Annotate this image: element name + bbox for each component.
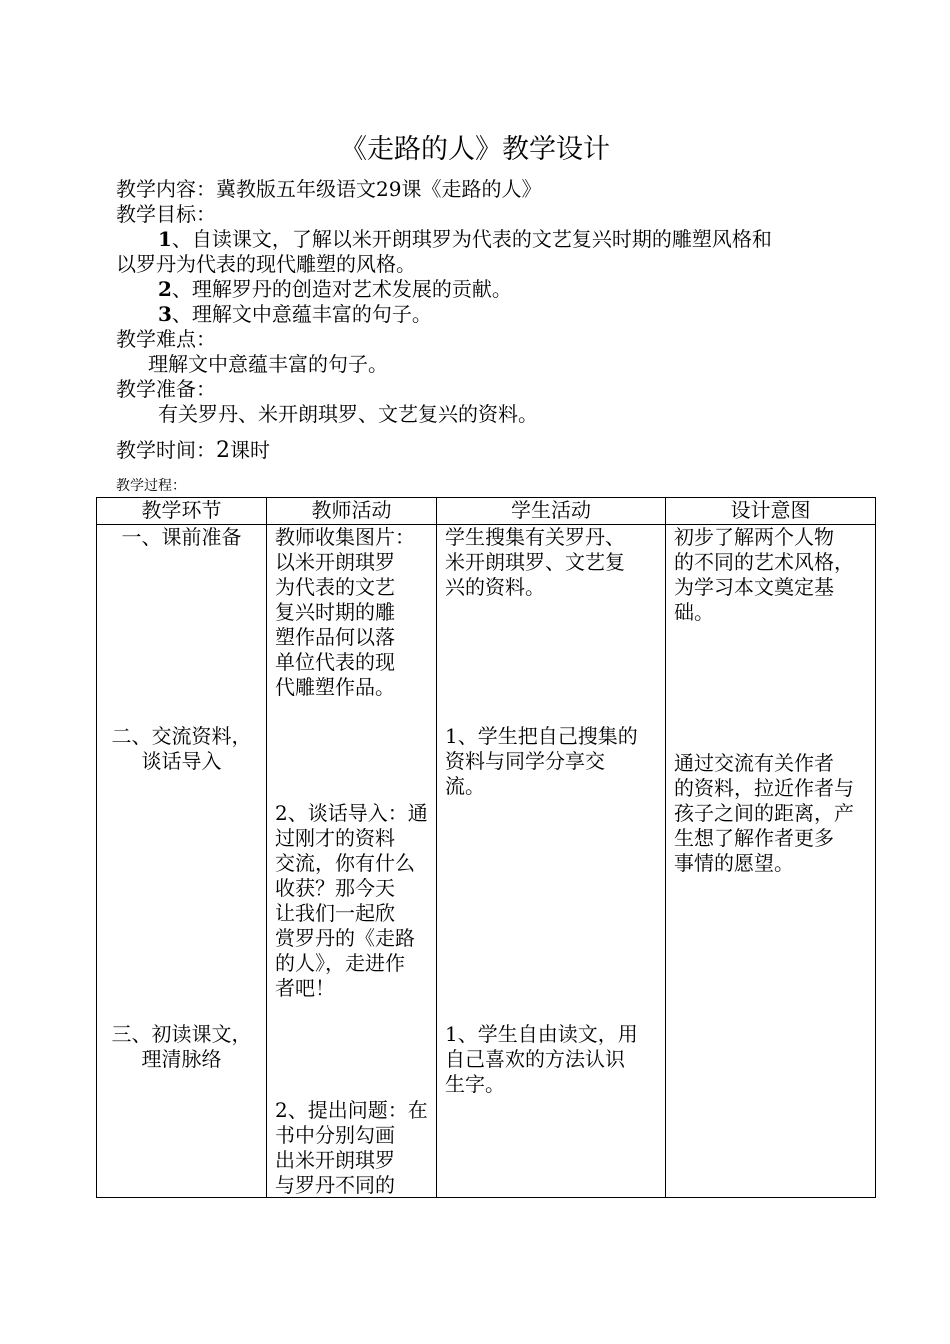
text-line: 的不同的艺术风格，: [674, 550, 854, 574]
goal-1-continued: 以罗丹为代表的现代雕塑的风格。: [116, 252, 416, 276]
text-line: 孩子之间的距离，产: [674, 801, 854, 825]
text-line: 的资料，拉近作者与: [674, 776, 854, 800]
header-student: 学生活动: [437, 498, 666, 525]
difficulty-label: 教学难点：: [116, 327, 216, 351]
text-line: 通过交流有关作者: [674, 751, 834, 775]
goal-3-number: 3: [158, 302, 172, 326]
design-intent-2: [674, 751, 867, 876]
text-line: 复兴时期的雕: [275, 600, 395, 624]
text-line: 资料与同学分享交: [445, 749, 605, 773]
text-line: 与罗丹不同的: [275, 1173, 395, 1197]
time-unit: 课时: [230, 438, 270, 462]
stage-column: [97, 525, 267, 1198]
text-line: 础。: [674, 600, 714, 624]
text-line: 塑作品何以落: [275, 625, 395, 649]
stage-2-line-1: 二、交流资料，: [111, 724, 252, 748]
text-line: 学生搜集有关罗丹、: [445, 525, 625, 549]
student-activity-1: [445, 525, 657, 600]
text-line: 为代表的文艺: [275, 575, 395, 599]
student-column: [437, 525, 666, 1198]
teacher-activity-3: [275, 1098, 428, 1198]
text-line: 兴的资料。: [445, 575, 545, 599]
text-line: 者吧！: [275, 976, 335, 1000]
text-line: 出米开朗琪罗: [275, 1148, 395, 1172]
goals-label: 教学目标：: [116, 202, 216, 226]
text-line: 1、学生把自己搜集的: [445, 724, 638, 748]
stage-2-line-2: 谈话导入: [141, 749, 222, 773]
teacher-activity-1: [275, 525, 428, 700]
text-line: 代雕塑作品。: [275, 675, 395, 699]
teacher-activity-2: [275, 801, 428, 1001]
text-line: 的人》，走进作: [275, 951, 405, 975]
page-title: 《走路的人》教学设计: [340, 134, 610, 165]
goal-2-text: 、理解罗丹的创造对艺术发展的贡献。: [171, 277, 512, 301]
preparation-text: 有关罗丹、米开朗琪罗、文艺复兴的资料。: [158, 402, 538, 426]
text-line: 以米开朗琪罗: [275, 550, 395, 574]
text-line: 书中分别勾画: [275, 1123, 395, 1147]
table-body-row: [97, 525, 876, 1198]
student-activity-3: [445, 1022, 657, 1097]
goal-1-number: 1: [158, 227, 172, 251]
content-line: [116, 177, 541, 202]
goal-1-text: 、自读课文，了解以米开朗琪罗为代表的文艺复兴时期的雕塑风格和: [171, 227, 772, 251]
stage-1: 一、课前准备: [121, 525, 242, 549]
text-line: 教师收集图片：: [275, 525, 415, 549]
difficulty-text: 理解文中意蕴丰富的句子。: [148, 352, 388, 376]
stage-3-line-2: 理清脉络: [141, 1047, 222, 1071]
text-line: 让我们一起欣: [275, 901, 395, 925]
time-label: 教学时间：: [116, 438, 216, 462]
text-line: 事情的愿望。: [674, 851, 794, 875]
text-line: 自己喜欢的方法认识: [445, 1047, 625, 1071]
process-label: 教学过程：: [116, 478, 186, 494]
design-intent-1: [674, 525, 867, 625]
time-line: [116, 438, 270, 463]
text-line: 单位代表的现: [275, 650, 395, 674]
text-line: 2、提出问题：在: [275, 1098, 428, 1122]
table-header-row: [97, 498, 876, 525]
goal-2: [158, 277, 512, 302]
header-intent: 设计意图: [666, 498, 876, 525]
time-number: 2: [216, 438, 230, 463]
text-line: 初步了解两个人物: [674, 525, 834, 549]
text-line: 1、学生自由读文，用: [445, 1022, 638, 1046]
text-line: 米开朗琪罗、文艺复: [445, 550, 625, 574]
text-line: 为学习本文奠定基: [674, 575, 834, 599]
stage-3-line-1: 三、初读课文，: [111, 1022, 252, 1046]
goal-3-text: 、理解文中意蕴丰富的句子。: [171, 302, 432, 326]
text-line: 2、谈话导入：通: [275, 801, 428, 825]
goal-1: [158, 227, 772, 252]
text-line: 生想了解作者更多: [674, 826, 834, 850]
header-stage: 教学环节: [97, 498, 267, 525]
content-text: 冀教版五年级语文29课《走路的人》: [216, 177, 542, 201]
goal-2-number: 2: [158, 277, 172, 301]
text-line: 交流，你有什么: [275, 851, 415, 875]
teacher-column: [267, 525, 437, 1198]
header-teacher: 教师活动: [267, 498, 437, 525]
teaching-process-table: [96, 497, 876, 1198]
text-line: 流。: [445, 774, 485, 798]
student-activity-2: [445, 724, 657, 799]
text-line: 过刚才的资料: [275, 826, 395, 850]
goal-3: [158, 302, 432, 327]
text-line: 收获？那今天: [275, 876, 395, 900]
preparation-label: 教学准备：: [116, 377, 216, 401]
text-line: 生字。: [445, 1072, 505, 1096]
text-line: 赏罗丹的《走路: [275, 926, 415, 950]
intent-column: [666, 525, 876, 1198]
content-label: 教学内容：: [116, 177, 216, 201]
